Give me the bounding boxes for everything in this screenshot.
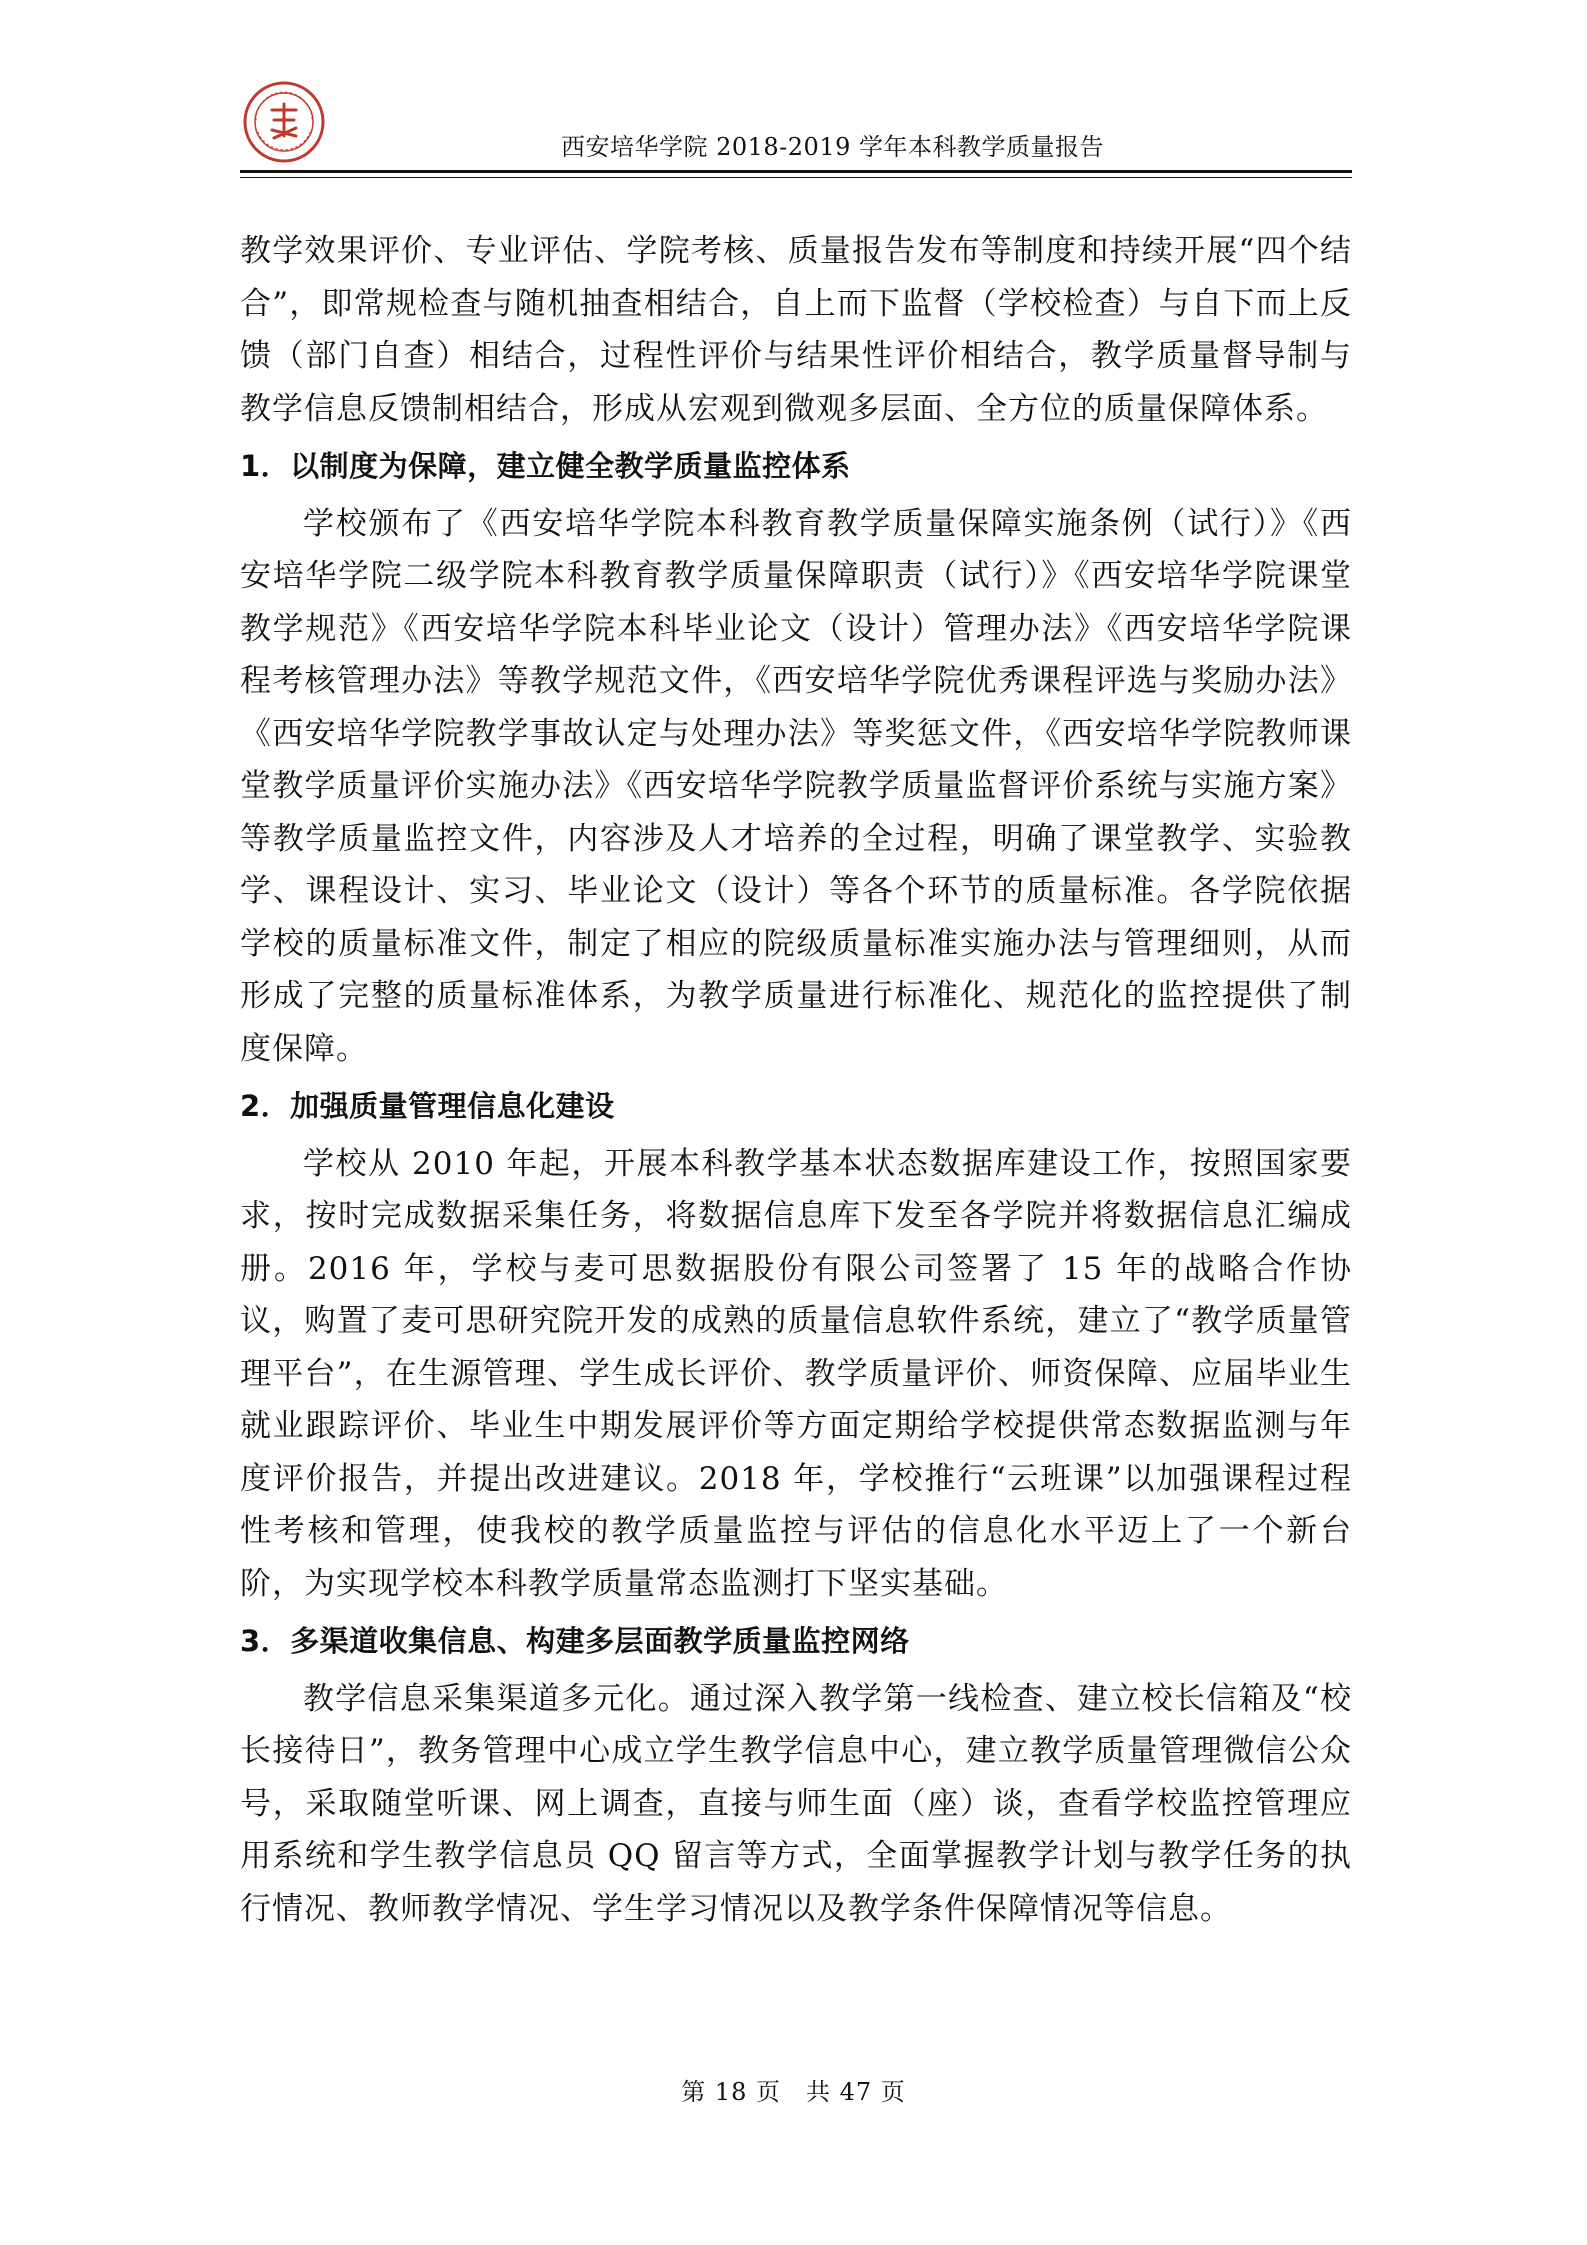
section-1-paragraph: 学校颁布了《西安培华学院本科教育教学质量保障实施条例（试行）》《西安培华学院二级学院本科教育教学质量保障职责（试行）》《西安培华学院课堂教学规范》《西安培华学院本科毕业论文（设计）管理办法》《西安培华学院课程考核管理办法》等教学规范文件，《西安培华学院优秀课程评选与奖励办法》《西安培华学院教学事故认定与处理办法》等奖惩文件，《西安培华学院教师课堂教学质量评价实施办法》《西安培华学院教学质量监督评价系统与实施方案》等教学质量监控文件，内容涉及人才培养的全过程，明确了课堂教学、实验教学、课程设计、实习、毕业论文（设计）等各个环节的质量标准。各学院依据学校的质量标准文件，制定了相应的院级质量标准实施办法与管理细则，从而形成了完整的质量标准体系，为教学质量进行标准化、规范化的监控提供了制度保障。 <box>240 505 1352 1067</box>
page-number: 第 18 页 共 47 页 <box>681 2078 906 2106</box>
document-body <box>240 225 1352 1935</box>
header-title: 西安培华学院 2018-2019 学年本科教学质量报告 <box>560 133 1104 161</box>
intro-paragraph: 教学效果评价、专业评估、学院考核、质量报告发布等制度和持续开展“四个结合”，即常规检查与随机抽查相结合，自上而下监督（学校检查）与自下而上反馈（部门自查）相结合，过程性评价与结果性评价相结合，教学质量督导制与教学信息反馈制相结合，形成从宏观到微观多层面、全方位的质量保障体系。 <box>240 233 1352 427</box>
section-1-heading: 1．以制度为保障，建立健全教学质量监控体系 <box>240 449 851 483</box>
header-divider <box>240 177 1352 178</box>
section-2-heading: 2．加强质量管理信息化建设 <box>240 1089 615 1123</box>
section-2-paragraph: 学校从 2010 年起，开展本科教学基本状态数据库建设工作，按照国家要求，按时完成数据采集任务，将数据信息库下发至各学院并将数据信息汇编成册。2016 年，学校与麦可思数据股份有限公司签署了 15 年的战略合作协议，购置了麦可思研究院开发的成熟的质量信息软件系统，建立了“教学质量管理平台”，在生源管理、学生成长评价、教学质量评价、师资保障、应届毕业生就业跟踪评价、毕业生中期发展评价等方面定期给学校提供常态数据监测与年度评价报告，并提出改进建议。2018 年，学校推行“云班课”以加强课程过程性考核和管理，使我校的教学质量监控与评估的信息化水平迈上了一个新台阶，为实现学校本科教学质量常态监测打下坚实基础。 <box>240 1145 1352 1602</box>
university-seal-logo <box>242 80 326 164</box>
page-header <box>240 80 1352 173</box>
section-3-heading: 3．多渠道收集信息、构建多层面教学质量监控网络 <box>240 1624 910 1658</box>
section-3-paragraph: 教学信息采集渠道多元化。通过深入教学第一线检查、建立校长信箱及“校长接待日”，教务管理中心成立学生教学信息中心，建立教学质量管理微信公众号，采取随堂听课、网上调查，直接与师生面（座）谈，查看学校监控管理应用系统和学生教学信息员 QQ 留言等方式，全面掌握教学计划与教学任务的执行情况、教师教学情况、学生学习情况以及教学条件保障情况等信息。 <box>240 1680 1352 1927</box>
